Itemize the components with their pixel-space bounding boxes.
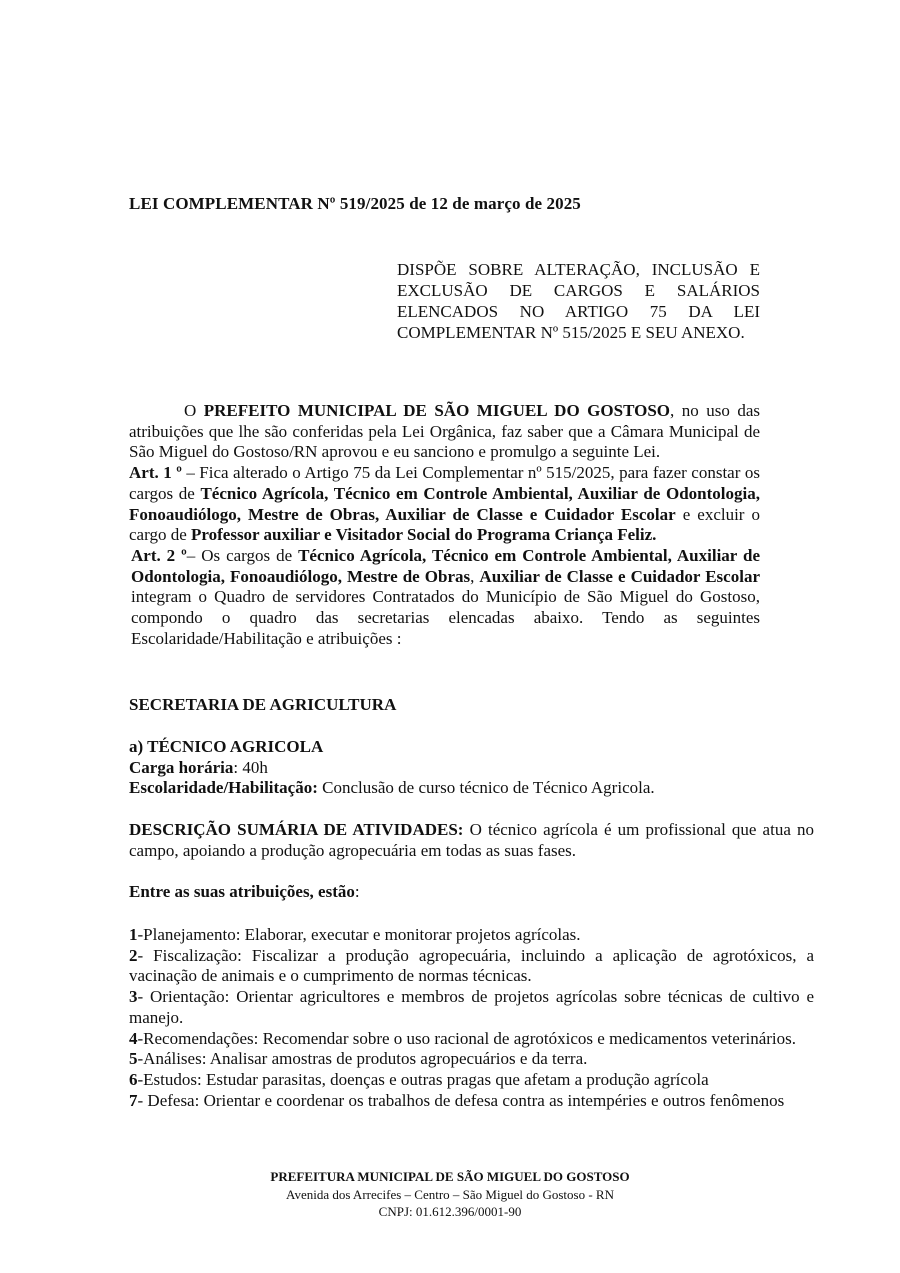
article-1-excluidos: Professor auxiliar e Visitador Social do Programa Criança Feliz. bbox=[191, 525, 657, 545]
escolaridade: Escolaridade/Habilitação: Conclusão de curso técnico de Técnico Agricola. bbox=[129, 778, 655, 798]
article-2-text-2: integram o Quadro de servidores Contratados do Município de São Miguel do Gostoso, compondo o quadro das secretarias elencadas abaixo. Tendo as seguintes Escolaridade/Habilitação e atribuições : bbox=[131, 587, 760, 648]
law-body bbox=[129, 401, 760, 649]
article-1 bbox=[129, 463, 760, 546]
preamble-text: , no uso das atribuições que lhe são conferidas pela Lei Orgânica, faz saber que a Câmara Municipal de São Miguel do Gostoso/RN aprovou e eu sanciono e promulgo a seguinte Lei. bbox=[129, 401, 760, 462]
law-ementa: DISPÕE SOBRE ALTERAÇÃO, INCLUSÃO E EXCLUSÃO DE CARGOS E SALÁRIOS ELENCADOS NO ARTIGO 75 DA LEI COMPLEMENTAR Nº 515/2025 E SEU ANEXO. bbox=[397, 260, 760, 342]
article-1-text-2: e excluir o cargo de bbox=[129, 504, 760, 545]
atribuicoes-heading-block bbox=[129, 882, 814, 903]
footer-address: Avenida dos Arrecifes – Centro – São Miguel do Gostoso - RN bbox=[286, 1186, 614, 1202]
article-2-label: Art. 2 º bbox=[131, 545, 187, 565]
list-item: 7- Defesa: Orientar e coordenar os trabalhos de defesa contra as intempéries e outros fenômenos bbox=[129, 1090, 785, 1110]
atribuicoes-heading: Entre as suas atribuições, estão: bbox=[129, 882, 360, 901]
article-2 bbox=[129, 546, 760, 650]
cargo-name: a) TÉCNICO AGRICOLA bbox=[129, 737, 324, 756]
article-1-label: Art. 1 º bbox=[129, 463, 182, 483]
atribuicoes-list bbox=[129, 925, 814, 1111]
descricao-block bbox=[129, 820, 814, 861]
list-item: 6-Estudos: Estudar parasitas, doenças e outras pragas que afetam a produção agrícola bbox=[129, 1069, 709, 1089]
preamble-prefeito: PREFEITO MUNICIPAL DE SÃO MIGUEL DO GOSTOSO bbox=[203, 401, 670, 420]
article-1-cargos: Técnico Agrícola, Técnico em Controle Ambiental, Auxiliar de Odontologia, Fonoaudiólogo, Mestre de Obras, Auxiliar de Classe e Cuidador Escolar bbox=[129, 483, 760, 524]
list-item: 5-Análises: Analisar amostras de produtos agropecuários e da terra. bbox=[129, 1049, 588, 1069]
preamble-o: O bbox=[184, 401, 204, 420]
footer-org: PREFEITURA MUNICIPAL DE SÃO MIGUEL DO GOSTOSO bbox=[270, 1169, 630, 1184]
article-2-text-1: – Os cargos de bbox=[186, 545, 299, 565]
preamble-paragraph bbox=[129, 401, 760, 463]
list-item: 3- Orientação: Orientar agricultores e membros de projetos agrícolas sobre técnicas de cultivo e manejo. bbox=[129, 987, 814, 1027]
section-title: SECRETARIA DE AGRICULTURA bbox=[129, 695, 397, 714]
list-item: 1-Planejamento: Elaborar, executar e monitorar projetos agrícolas. bbox=[129, 925, 581, 944]
list-item: 4-Recomendações: Recomendar sobre o uso racional de agrotóxicos e medicamentos veterinários. bbox=[129, 1028, 797, 1048]
article-2-cargos-a: Técnico Agrícola, Técnico em Controle Ambiental, Auxiliar de Odontologia, Fonoaudiólogo, Mestre de Obras bbox=[131, 545, 760, 586]
descricao-sumaria: DESCRIÇÃO SUMÁRIA DE ATIVIDADES: O técnico agrícola é um profissional que atua no campo, apoiando a produção agropecuária em todas as suas fases. bbox=[129, 820, 814, 860]
article-2-cargos-b: Auxiliar de Classe e Cuidador Escolar bbox=[479, 566, 760, 586]
article-2-sep: , bbox=[470, 566, 480, 586]
carga-horaria: Carga horária: 40h bbox=[129, 757, 268, 777]
law-title: LEI COMPLEMENTAR Nº 519/2025 de 12 de março de 2025 bbox=[129, 194, 581, 213]
list-item: 2- Fiscalização: Fiscalizar a produção agropecuária, incluindo a aplicação de agrotóxicos, a vacinação de animais e o cumprimento de normas técnicas. bbox=[129, 945, 814, 986]
article-1-text-1: – Fica alterado o Artigo 75 da Lei Complementar nº 515/2025, para fazer constar os cargos de bbox=[129, 463, 760, 503]
page-footer bbox=[0, 1168, 900, 1221]
footer-cnpj: CNPJ: 01.612.396/0001-90 bbox=[378, 1204, 522, 1219]
cargo-block bbox=[129, 737, 814, 799]
